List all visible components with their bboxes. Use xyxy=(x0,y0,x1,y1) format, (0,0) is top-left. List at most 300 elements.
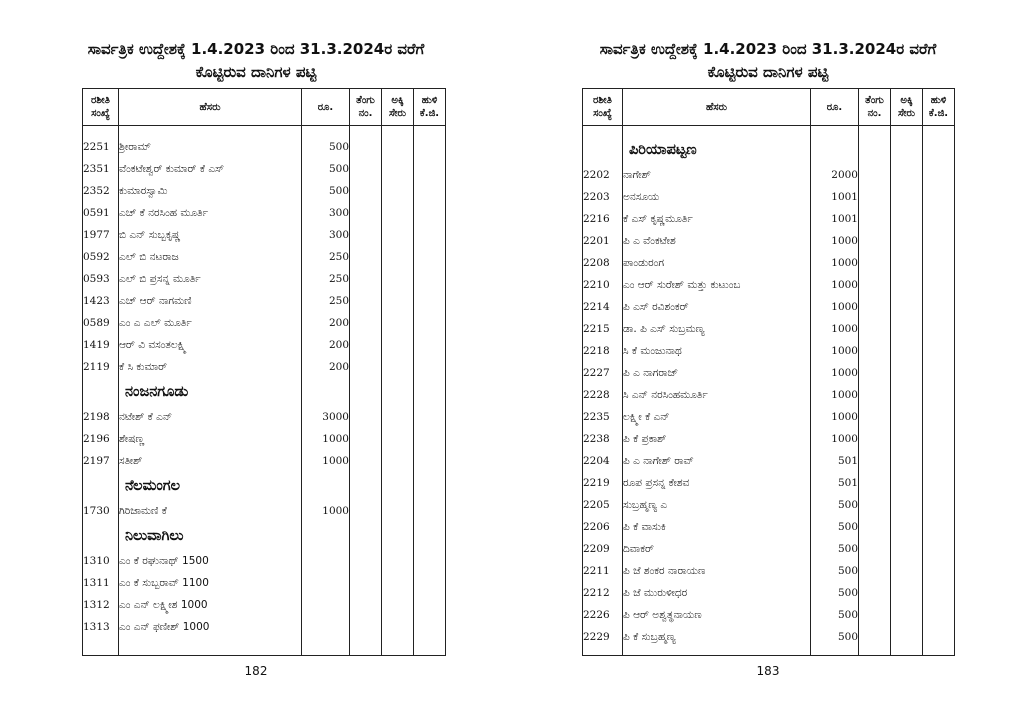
table-row xyxy=(583,516,955,538)
donor-name: ಎಚ್ ಕೆ ನರಸಿಂಹ ಮೂರ್ತಿ xyxy=(119,202,302,224)
receipt-number: 1312 xyxy=(83,594,119,616)
header-receipt-no: ರಶೀತಿ ಸಂಖ್ಯೆ xyxy=(83,89,119,126)
table-cell xyxy=(382,572,414,594)
table-cell xyxy=(414,616,446,638)
amount: 200 xyxy=(302,356,350,378)
table-cell xyxy=(811,126,859,137)
table-cell xyxy=(382,550,414,572)
receipt-number: 2235 xyxy=(583,406,623,428)
amount: 300 xyxy=(302,224,350,246)
table-row xyxy=(83,450,446,472)
receipt-number: 1313 xyxy=(83,616,119,638)
donor-name: ಶೇಷಣ್ಣ xyxy=(119,428,302,450)
table-row xyxy=(83,406,446,428)
donor-name: ಸಿ ಎನ್ ನರಸಿಂಹಮೂರ್ತಿ xyxy=(623,384,811,406)
table-cell xyxy=(891,516,923,538)
header-tamarind: ಹುಳಿ ಕೆ.ಜಿ. xyxy=(414,89,446,126)
donor-name: ಪಿ ಎ ನಾಗೇಶ್ ರಾವ್ xyxy=(623,450,811,472)
table-row xyxy=(583,164,955,186)
table-cell xyxy=(891,384,923,406)
amount: 250 xyxy=(302,246,350,268)
table-row xyxy=(83,202,446,224)
table-cell xyxy=(414,268,446,290)
amount: 1000 xyxy=(811,384,859,406)
table-cell xyxy=(859,472,891,494)
receipt-number: 2211 xyxy=(583,560,623,582)
table-row xyxy=(83,158,446,180)
receipt-number: 2201 xyxy=(583,230,623,252)
table-cell xyxy=(923,252,955,274)
table-row xyxy=(83,550,446,572)
table-filler-row xyxy=(583,648,955,656)
table-cell xyxy=(414,406,446,428)
table-cell xyxy=(891,428,923,450)
table-cell xyxy=(350,450,382,472)
receipt-number: 2212 xyxy=(583,582,623,604)
receipt-number: 0591 xyxy=(83,202,119,224)
receipt-number: 2208 xyxy=(583,252,623,274)
amount: 1000 xyxy=(811,340,859,362)
donor-name: ಪಿ ಕೆ ಸುಬ್ರಹ್ಮಣ್ಯ xyxy=(623,626,811,648)
table-cell xyxy=(382,616,414,638)
table-cell xyxy=(350,616,382,638)
table-row xyxy=(83,268,446,290)
amount xyxy=(302,572,350,594)
table-cell xyxy=(923,648,955,656)
table-cell xyxy=(923,626,955,648)
table-cell xyxy=(623,126,811,137)
section-heading: ನಂಜನಗೂಡು xyxy=(119,378,302,406)
table-cell xyxy=(350,378,382,406)
donor-name: ಡಾ. ಪಿ ಎಸ್ ಸುಬ್ರಮಣ್ಯ xyxy=(623,318,811,340)
amount: 250 xyxy=(302,290,350,312)
header-rice: ಅಕ್ಕಿ ಸೇರು xyxy=(891,89,923,126)
page-title-line1: ಸಾರ್ವತ್ರಿಕ ಉದ್ದೇಶಕ್ಕೆ 1.4.2023 ರಿಂದ 31.3.2024ರ ವರೆಗೆ xyxy=(599,40,937,58)
table-cell xyxy=(350,638,382,656)
page-number: 182 xyxy=(244,664,268,678)
table-cell xyxy=(414,522,446,550)
receipt-number: 0589 xyxy=(83,312,119,334)
table-cell xyxy=(414,312,446,334)
donor-name: ಪಿ ಕೆ ಪ್ರಕಾಶ್ xyxy=(623,428,811,450)
table-cell xyxy=(83,638,119,656)
header-amount: ರೂ. xyxy=(811,89,859,126)
table-cell xyxy=(382,472,414,500)
amount xyxy=(302,594,350,616)
table-cell xyxy=(891,604,923,626)
table-row xyxy=(583,340,955,362)
table-cell xyxy=(119,126,302,137)
table-cell xyxy=(382,312,414,334)
table-row xyxy=(83,356,446,378)
section-heading: ನಿಲುವಾಗಿಲು xyxy=(119,522,302,550)
amount: 200 xyxy=(302,334,350,356)
table-cell xyxy=(891,186,923,208)
table-cell xyxy=(350,550,382,572)
receipt-number: 1419 xyxy=(83,334,119,356)
donor-name: ಪಿ ಕೆ ವಾಸುಕಿ xyxy=(623,516,811,538)
table-cell xyxy=(350,246,382,268)
table-cell xyxy=(350,202,382,224)
donor-name: ನಟೇಶ್ ಕೆ ಎನ್ xyxy=(119,406,302,428)
donor-name: ಅನಸೂಯ xyxy=(623,186,811,208)
amount: 3000 xyxy=(302,406,350,428)
table-cell xyxy=(414,450,446,472)
table-row xyxy=(83,136,446,158)
table-cell xyxy=(382,334,414,356)
table-row xyxy=(583,252,955,274)
amount: 500 xyxy=(302,180,350,202)
table-cell xyxy=(350,594,382,616)
table-cell xyxy=(859,428,891,450)
table-cell xyxy=(382,638,414,656)
amount: 500 xyxy=(302,158,350,180)
table-cell xyxy=(891,252,923,274)
table-cell xyxy=(891,126,923,137)
table-cell xyxy=(923,296,955,318)
table-cell xyxy=(414,224,446,246)
table-cell xyxy=(414,378,446,406)
amount: 1000 xyxy=(302,500,350,522)
table-cell xyxy=(859,604,891,626)
table-cell xyxy=(302,472,350,500)
table-cell xyxy=(350,522,382,550)
receipt-number: 1730 xyxy=(83,500,119,522)
donor-name: ಎಲ್ ಬಿ ನಟರಾಜ xyxy=(119,246,302,268)
amount: 500 xyxy=(811,494,859,516)
amount xyxy=(302,616,350,638)
table-cell xyxy=(414,428,446,450)
table-row xyxy=(583,450,955,472)
donor-name: ಪಿ ಜೆ ಶಂಕರ ನಾರಾಯಣ xyxy=(623,560,811,582)
page-number: 183 xyxy=(756,664,780,678)
table-cell xyxy=(891,406,923,428)
receipt-number: 2119 xyxy=(83,356,119,378)
table-cell xyxy=(119,638,302,656)
donor-name: ಎಲ್ ಬಿ ಪ್ರಸನ್ನ ಮೂರ್ತಿ xyxy=(119,268,302,290)
table-cell xyxy=(350,126,382,137)
table-cell xyxy=(302,638,350,656)
amount: 1000 xyxy=(811,406,859,428)
table-header-row xyxy=(83,89,446,126)
receipt-number: 2228 xyxy=(583,384,623,406)
table-filler-row xyxy=(83,638,446,656)
donor-name: ಎಂ ಕೆ ರಘುನಾಥ್ 1500 xyxy=(119,550,302,572)
amount: 1000 xyxy=(811,296,859,318)
donor-name: ಸಿ ಕೆ ಮಂಜುನಾಥ xyxy=(623,340,811,362)
table-cell xyxy=(414,136,446,158)
table-cell xyxy=(414,638,446,656)
table-cell xyxy=(891,582,923,604)
receipt-number: 2196 xyxy=(83,428,119,450)
receipt-number: 1977 xyxy=(83,224,119,246)
table-cell xyxy=(414,334,446,356)
table-row xyxy=(583,582,955,604)
table-cell xyxy=(859,208,891,230)
donor-name: ಶ್ರೀರಾಮ್ xyxy=(119,136,302,158)
table-cell xyxy=(350,356,382,378)
donor-name: ಸುಬ್ರಹ್ಮಣ್ಯ ಎ xyxy=(623,494,811,516)
table-cell xyxy=(923,384,955,406)
table-row xyxy=(583,274,955,296)
table-row xyxy=(83,616,446,638)
table-cell xyxy=(414,472,446,500)
amount: 1000 xyxy=(811,274,859,296)
table-cell xyxy=(923,186,955,208)
donor-name: ಲಕ್ಷ್ಮೀ ಕೆ ಎನ್ xyxy=(623,406,811,428)
table-cell xyxy=(859,450,891,472)
donor-name: ಕೆ ಸಿ ಕುಮಾರ್ xyxy=(119,356,302,378)
amount: 1000 xyxy=(302,450,350,472)
table-cell xyxy=(414,356,446,378)
donor-name: ಪಿ ಎಸ್ ರವಿಶಂಕರ್ xyxy=(623,296,811,318)
table-cell xyxy=(923,494,955,516)
table-cell xyxy=(891,538,923,560)
table-cell xyxy=(414,246,446,268)
table-cell xyxy=(414,572,446,594)
donor-name: ಎಚ್ ಆರ್ ನಾಗಮಣಿ xyxy=(119,290,302,312)
receipt-number: 0592 xyxy=(83,246,119,268)
table-row xyxy=(83,334,446,356)
table-row xyxy=(583,230,955,252)
table-cell xyxy=(382,428,414,450)
receipt-number: 2206 xyxy=(583,516,623,538)
receipt-number: 2226 xyxy=(583,604,623,626)
table-cell xyxy=(583,136,623,164)
table-cell xyxy=(923,472,955,494)
table-cell xyxy=(382,450,414,472)
table-cell xyxy=(350,472,382,500)
table-cell xyxy=(923,428,955,450)
donor-name: ಸತೀಶ್ xyxy=(119,450,302,472)
donor-name: ಬಿ ಎನ್ ಸುಬ್ಬಕೃಷ್ಣ xyxy=(119,224,302,246)
receipt-number: 2204 xyxy=(583,450,623,472)
table-cell xyxy=(891,340,923,362)
table-row xyxy=(83,594,446,616)
table-row xyxy=(583,296,955,318)
table-row xyxy=(83,246,446,268)
amount: 1000 xyxy=(811,362,859,384)
table-cell xyxy=(350,334,382,356)
receipt-number: 2352 xyxy=(83,180,119,202)
table-cell xyxy=(859,384,891,406)
table-cell xyxy=(350,224,382,246)
table-cell xyxy=(891,494,923,516)
amount: 200 xyxy=(302,312,350,334)
amount: 500 xyxy=(811,604,859,626)
table-cell xyxy=(382,378,414,406)
amount: 500 xyxy=(811,560,859,582)
table-cell xyxy=(859,626,891,648)
donor-name: ಕುಮಾರಸ್ವಾಮಿ xyxy=(119,180,302,202)
table-cell xyxy=(382,500,414,522)
table-cell xyxy=(859,252,891,274)
amount: 500 xyxy=(811,626,859,648)
page-title-line1: ಸಾರ್ವತ್ರಿಕ ಉದ್ದೇಶಕ್ಕೆ 1.4.2023 ರಿಂದ 31.3.2024ರ ವರೆಗೆ xyxy=(87,40,425,58)
table-cell xyxy=(859,274,891,296)
table-cell xyxy=(382,356,414,378)
amount xyxy=(302,550,350,572)
table-row xyxy=(83,428,446,450)
table-cell xyxy=(923,208,955,230)
table-row xyxy=(83,224,446,246)
table-cell xyxy=(923,560,955,582)
table-row xyxy=(583,406,955,428)
table-cell xyxy=(859,296,891,318)
table-cell xyxy=(382,290,414,312)
table-cell xyxy=(350,312,382,334)
table-row xyxy=(583,472,955,494)
donor-name: ಗಿರಿಜಾಮಣಿ ಕೆ xyxy=(119,500,302,522)
table-cell xyxy=(923,604,955,626)
receipt-number: 2216 xyxy=(583,208,623,230)
section-heading-row xyxy=(83,472,446,500)
amount: 1000 xyxy=(811,318,859,340)
table-cell xyxy=(350,180,382,202)
donor-name: ಎಂ ಎನ್ ಲಕ್ಷ್ಮೀಶ 1000 xyxy=(119,594,302,616)
table-cell xyxy=(859,164,891,186)
table-cell xyxy=(891,472,923,494)
receipt-number: 2210 xyxy=(583,274,623,296)
table-cell xyxy=(891,136,923,164)
table-cell xyxy=(923,406,955,428)
section-heading-row xyxy=(583,136,955,164)
table-cell xyxy=(923,318,955,340)
donor-name: ಎಂ ಕೆ ಸುಬ್ಬರಾವ್ 1100 xyxy=(119,572,302,594)
table-cell xyxy=(859,560,891,582)
donor-name: ದಿವಾಕರ್ xyxy=(623,538,811,560)
header-name: ಹೆಸರು xyxy=(119,89,302,126)
donor-name: ಎಂ ಎನ್ ಫಣೀಶ್ 1000 xyxy=(119,616,302,638)
receipt-number: 2351 xyxy=(83,158,119,180)
table-cell xyxy=(891,230,923,252)
table-cell xyxy=(382,594,414,616)
receipt-number: 2198 xyxy=(83,406,119,428)
donor-name: ಆರ್ ವಿ ವಸಂತಲಕ್ಷ್ಮಿ xyxy=(119,334,302,356)
table-cell xyxy=(414,550,446,572)
donor-name: ಎಂ ಎ ಎಲ್ ಮೂರ್ತಿ xyxy=(119,312,302,334)
donor-name: ಪಿ ಆರ್ ಅಶ್ವತ್ಥನಾಯಣ xyxy=(623,604,811,626)
amount: 501 xyxy=(811,472,859,494)
table-row xyxy=(583,604,955,626)
table-cell xyxy=(923,582,955,604)
table-row xyxy=(83,500,446,522)
table-row xyxy=(583,538,955,560)
table-cell xyxy=(583,648,623,656)
donor-name: ಕೆ ಎಸ್ ಕೃಷ್ಣಮೂರ್ತಿ xyxy=(623,208,811,230)
table-cell xyxy=(302,378,350,406)
section-heading: ಪಿರಿಯಾಪಟ್ಟಣ xyxy=(623,136,811,164)
table-cell xyxy=(923,274,955,296)
donor-name: ನಾಗೇಶ್ xyxy=(623,164,811,186)
table-cell xyxy=(382,126,414,137)
table-header-row xyxy=(583,89,955,126)
table-spacer-row xyxy=(83,126,446,137)
table-cell xyxy=(891,208,923,230)
table-cell xyxy=(859,494,891,516)
donor-name: ಪಿ ಎ ನಾಗರಾಜ್ xyxy=(623,362,811,384)
amount: 1000 xyxy=(811,230,859,252)
table-cell xyxy=(891,362,923,384)
table-cell xyxy=(623,648,811,656)
table-cell xyxy=(811,136,859,164)
table-cell xyxy=(350,136,382,158)
amount: 500 xyxy=(811,538,859,560)
table-cell xyxy=(382,224,414,246)
table-cell xyxy=(859,186,891,208)
table-cell xyxy=(350,500,382,522)
section-heading-row xyxy=(83,522,446,550)
header-coconut: ತೆಂಗು ನಂ. xyxy=(350,89,382,126)
table-cell xyxy=(859,230,891,252)
table-row xyxy=(583,318,955,340)
right-page xyxy=(512,0,1024,724)
table-row xyxy=(583,560,955,582)
table-cell xyxy=(859,340,891,362)
header-rice: ಅಕ್ಕಿ ಸೇರು xyxy=(382,89,414,126)
table-spacer-row xyxy=(583,126,955,137)
amount: 1001 xyxy=(811,186,859,208)
table-cell xyxy=(414,594,446,616)
table-row xyxy=(83,572,446,594)
donor-name: ಪಿ ಜೆ ಮುರುಳೀಧರ xyxy=(623,582,811,604)
donor-table-left xyxy=(82,88,446,656)
donor-name: ಎಂ ಆರ್ ಸುರೇಶ್ ಮತ್ತು ಕುಟುಂಬ xyxy=(623,274,811,296)
table-cell xyxy=(414,158,446,180)
receipt-number: 2197 xyxy=(83,450,119,472)
table-cell xyxy=(382,522,414,550)
amount: 500 xyxy=(811,516,859,538)
header-amount: ರೂ. xyxy=(302,89,350,126)
table-row xyxy=(83,290,446,312)
amount: 250 xyxy=(302,268,350,290)
table-cell xyxy=(923,340,955,362)
table-cell xyxy=(923,164,955,186)
amount: 1001 xyxy=(811,208,859,230)
table-cell xyxy=(891,450,923,472)
table-cell xyxy=(891,296,923,318)
table-cell xyxy=(891,648,923,656)
donor-table-right xyxy=(582,88,955,656)
table-cell xyxy=(923,450,955,472)
table-row xyxy=(83,312,446,334)
table-cell xyxy=(83,378,119,406)
table-cell xyxy=(350,158,382,180)
table-cell xyxy=(891,560,923,582)
table-cell xyxy=(83,472,119,500)
table-row xyxy=(583,186,955,208)
table-cell xyxy=(414,180,446,202)
donor-name: ಪಾಂಡುರಂಗ xyxy=(623,252,811,274)
table-cell xyxy=(83,126,119,137)
table-row xyxy=(583,626,955,648)
page-title-line2: ಕೊಟ್ಟಿರುವ ದಾನಿಗಳ ಪಟ್ಟಿ xyxy=(195,63,317,81)
receipt-number: 1423 xyxy=(83,290,119,312)
table-cell xyxy=(859,362,891,384)
table-cell xyxy=(83,522,119,550)
table-cell xyxy=(891,626,923,648)
receipt-number: 2209 xyxy=(583,538,623,560)
table-cell xyxy=(350,406,382,428)
table-cell xyxy=(414,290,446,312)
table-cell xyxy=(859,318,891,340)
table-cell xyxy=(583,126,623,137)
table-cell xyxy=(923,136,955,164)
table-cell xyxy=(414,126,446,137)
amount: 500 xyxy=(811,582,859,604)
donor-name: ವೆಂಕಟೇಶ್ವರ್ ಕುಮಾರ್ ಕೆ ಎಸ್ xyxy=(119,158,302,180)
table-row xyxy=(583,428,955,450)
